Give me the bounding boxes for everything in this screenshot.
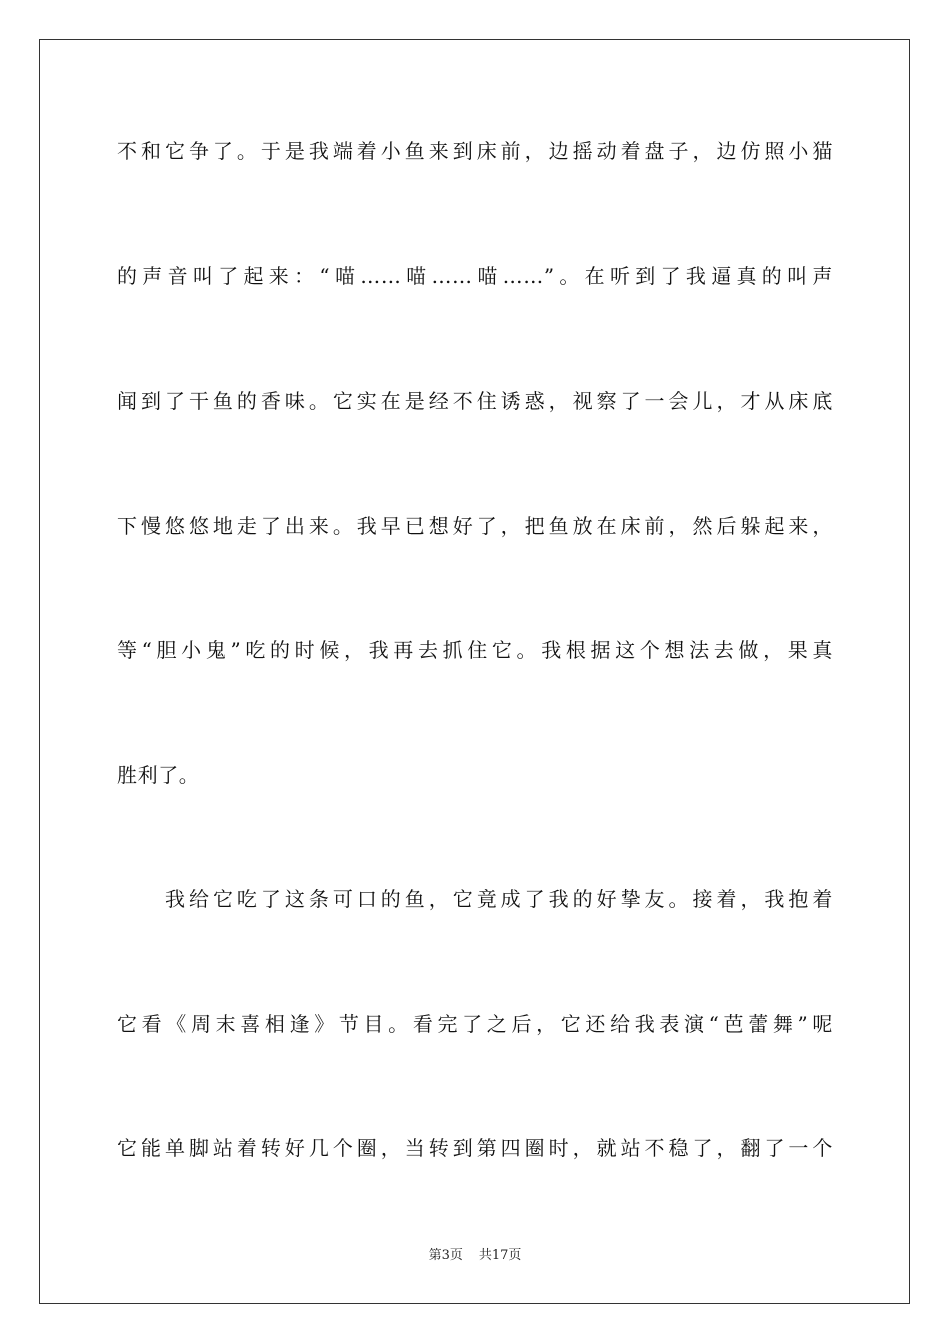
page-footer xyxy=(0,1247,950,1265)
text-line-4: 下慢悠悠地走了出来。我早已想好了，把鱼放在床前，然后躲起来， xyxy=(117,514,833,538)
page-border xyxy=(39,39,910,1304)
text-line-1: 不和它争了。于是我端着小鱼来到床前，边摇动着盘子，边仿照小猫 xyxy=(117,139,833,163)
text-line-2: 的声音叫了起来：“喵……喵……喵……”。在听到了我逼真的叫声 xyxy=(117,264,833,288)
page-number: 第3页 xyxy=(428,1248,463,1263)
text-line-3: 闻到了干鱼的香味。它实在是经不住诱惑，视察了一会儿，才从床底 xyxy=(117,389,833,413)
text-line-9: 它能单脚站着转好几个圈，当转到第四圈时，就站不稳了，翻了一个 xyxy=(117,1136,833,1160)
total-pages: 共17页 xyxy=(478,1248,522,1263)
paragraph-start-line: 我给它吃了这条可口的鱼，它竟成了我的好挚友。接着，我抱着 xyxy=(165,887,833,911)
text-line-8: 它看《周末喜相逢》节目。看完了之后，它还给我表演“芭蕾舞”呢 xyxy=(117,1012,833,1036)
text-line-6: 胜利了。 xyxy=(117,763,200,787)
text-line-5: 等“胆小鬼”吃的时候，我再去抓住它。我根据这个想法去做，果真 xyxy=(117,638,833,662)
